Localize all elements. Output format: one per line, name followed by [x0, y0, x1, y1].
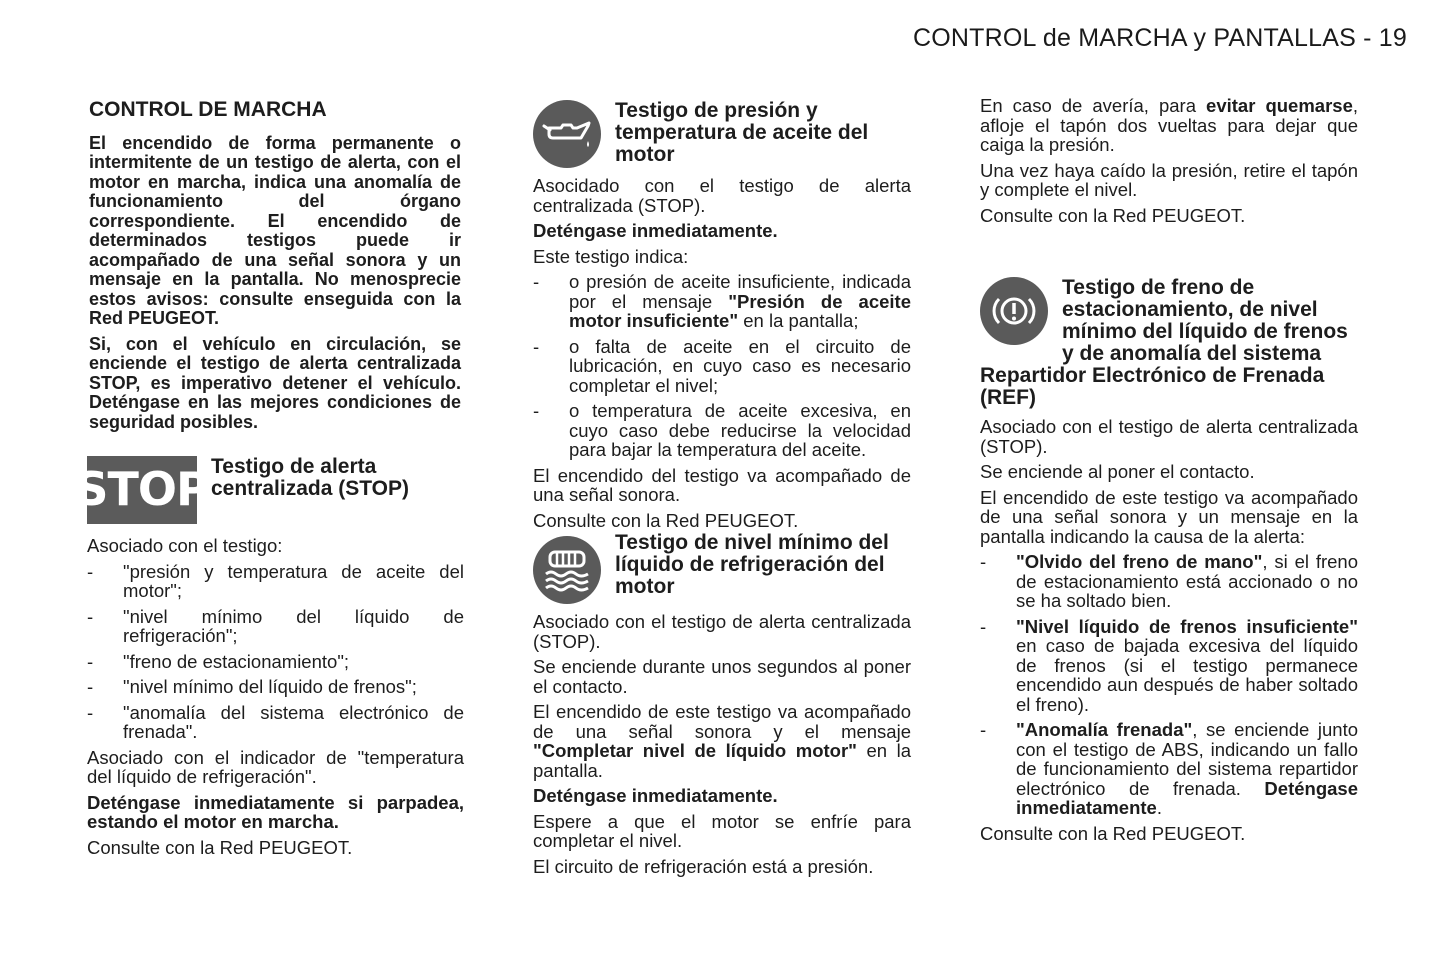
- oil-section-title: Testigo de presión y temperatura de aceite del motor: [615, 99, 869, 166]
- brake-section-title: Testigo de freno de estacionamiento, de nivel mínimo del líquido de frenos y de anomalía del sistema Repartidor Electrónico de Frenada (REF): [980, 276, 1348, 409]
- list-item: - "nivel mínimo del líquido de refrigeración";: [87, 607, 464, 646]
- stop-section-header: [75, 455, 464, 524]
- stop-list: [87, 562, 464, 742]
- coolant-refill: Una vez haya caído la presión, retire el tapón y complete el nivel.: [980, 159, 1358, 200]
- list-item: - "Nivel líquido de frenos insuficiente" en caso de bajada excesiva del líquido de frenos (si el testigo permanece encendido aun después de haber soltado el freno).: [980, 617, 1358, 715]
- intro-paragraph-1: El encendido de forma permanente o intermitente de un testigo de alerta, con el motor en marcha, indica una anomalía de funcionamiento del órgano correspondiente. El encendido de determinados testigos puede ir acompañado de una señal sonora y un mensaje en la pantalla. No menosprecie estos avisos: consulte enseguida con la Red PEUGEOT.: [89, 132, 461, 328]
- list-item: - "freno de estacionamiento";: [87, 652, 464, 672]
- oil-section-header: [533, 100, 911, 168]
- oil-consult: Consulte con la Red PEUGEOT.: [533, 509, 799, 531]
- list-item: - o falta de aceite en el circuito de lubricación, en cuyo caso es necesario completar el nivel;: [533, 337, 911, 396]
- stop-section-title: Testigo de alerta centralizada (STOP): [211, 455, 410, 500]
- list-item: - "anomalía del sistema electrónico de frenada".: [87, 703, 464, 742]
- brake-warning-icon: [980, 277, 1048, 345]
- brake-list: [980, 552, 1358, 818]
- brake-consult: Consulte con la Red PEUGEOT.: [980, 822, 1246, 844]
- coolant-wait: Espere a que el motor se enfríe para completar el nivel.: [533, 810, 911, 851]
- brake-message: El encendido de este testigo va acompañado de una señal sonora y un mensaje en la pantalla indicando la causa de la alerta:: [980, 486, 1358, 547]
- list-item: - "Anomalía frenada", se enciende junto con el testigo de ABS, indicando un fallo de funcionamiento del sistema repartidor electrónico de frenada. Deténgase inmediatamente.: [980, 720, 1358, 818]
- intro-paragraph-2: Si, con el vehículo en circulación, se enciende el testigo de alerta centralizada STOP, es imperativo detener el vehículo. Deténgase en las mejores condiciones de seguridad posibles.: [89, 333, 461, 432]
- coolant-stop-now: Deténgase inmediatamente.: [533, 785, 778, 806]
- coolant-icon: [533, 536, 601, 604]
- column-1: [75, 96, 464, 863]
- brake-contact: Se enciende al poner el contacto.: [980, 461, 1255, 482]
- coolant-message: El encendido de este testigo va acompañado de una señal sonora y el mensaje "Completar nivel de líquido motor" en la pantalla.: [533, 701, 911, 781]
- list-item: - o presión de aceite insuficiente, indicada por el mensaje "Presión de aceite motor insuficiente" en la pantalla;: [533, 272, 911, 331]
- list-item: - "presión y temperatura de aceite del motor";: [87, 562, 464, 601]
- oil-indica: Este testigo indica:: [533, 245, 689, 267]
- oil-sound: El encendido del testigo va acompañado de una señal sonora.: [533, 464, 911, 505]
- oil-assoc: Asocidado con el testigo de alerta centralizada (STOP).: [533, 175, 911, 216]
- oil-can-icon: [533, 100, 601, 168]
- coolant-section-header: [533, 532, 911, 604]
- list-item: - "nivel mínimo del líquido de frenos";: [87, 677, 464, 697]
- coolant-pressure: El circuito de refrigeración está a presión.: [533, 855, 874, 877]
- list-item: - o temperatura de aceite excesiva, en cuyo caso debe reducirse la velocidad para bajar la temperatura del aceite.: [533, 401, 911, 460]
- oil-list: [533, 272, 911, 460]
- page-header: CONTROL de MARCHA y PANTALLAS - 19: [913, 24, 1407, 52]
- stop-icon: STOP: [87, 456, 197, 524]
- coolant-consult: Consulte con la Red PEUGEOT.: [980, 204, 1246, 226]
- coolant-breakdown: En caso de avería, para evitar quemarse, afloje el tapón dos vueltas para dejar que caiga la presión.: [980, 95, 1358, 155]
- oil-stop-now: Deténgase inmediatamente.: [533, 220, 778, 241]
- stop-warning: Deténgase inmediatamente si parpadea, estando el motor en marcha.: [87, 791, 464, 832]
- stop-assoc-2: Asociado con el indicador de "temperatura del líquido de refrigeración".: [87, 746, 464, 787]
- brake-section-header: [980, 277, 1358, 409]
- column-2: [533, 96, 911, 882]
- stop-consult: Consulte con la Red PEUGEOT.: [87, 836, 353, 858]
- column-3: [980, 96, 1358, 849]
- coolant-assoc: Asociado con el testigo de alerta centralizada (STOP).: [533, 611, 911, 652]
- coolant-contact: Se enciende durante unos segundos al poner el contacto.: [533, 656, 911, 697]
- stop-assoc: Asociado con el testigo:: [87, 535, 283, 556]
- section-heading: CONTROL DE MARCHA: [89, 98, 327, 121]
- brake-assoc: Asociado con el testigo de alerta centralizada (STOP).: [980, 416, 1358, 457]
- list-item: - "Olvido del freno de mano", si el freno de estacionamiento está accionado o no se ha soltado bien.: [980, 552, 1358, 611]
- coolant-section-title: Testigo de nivel mínimo del líquido de refrigeración del motor: [615, 531, 889, 598]
